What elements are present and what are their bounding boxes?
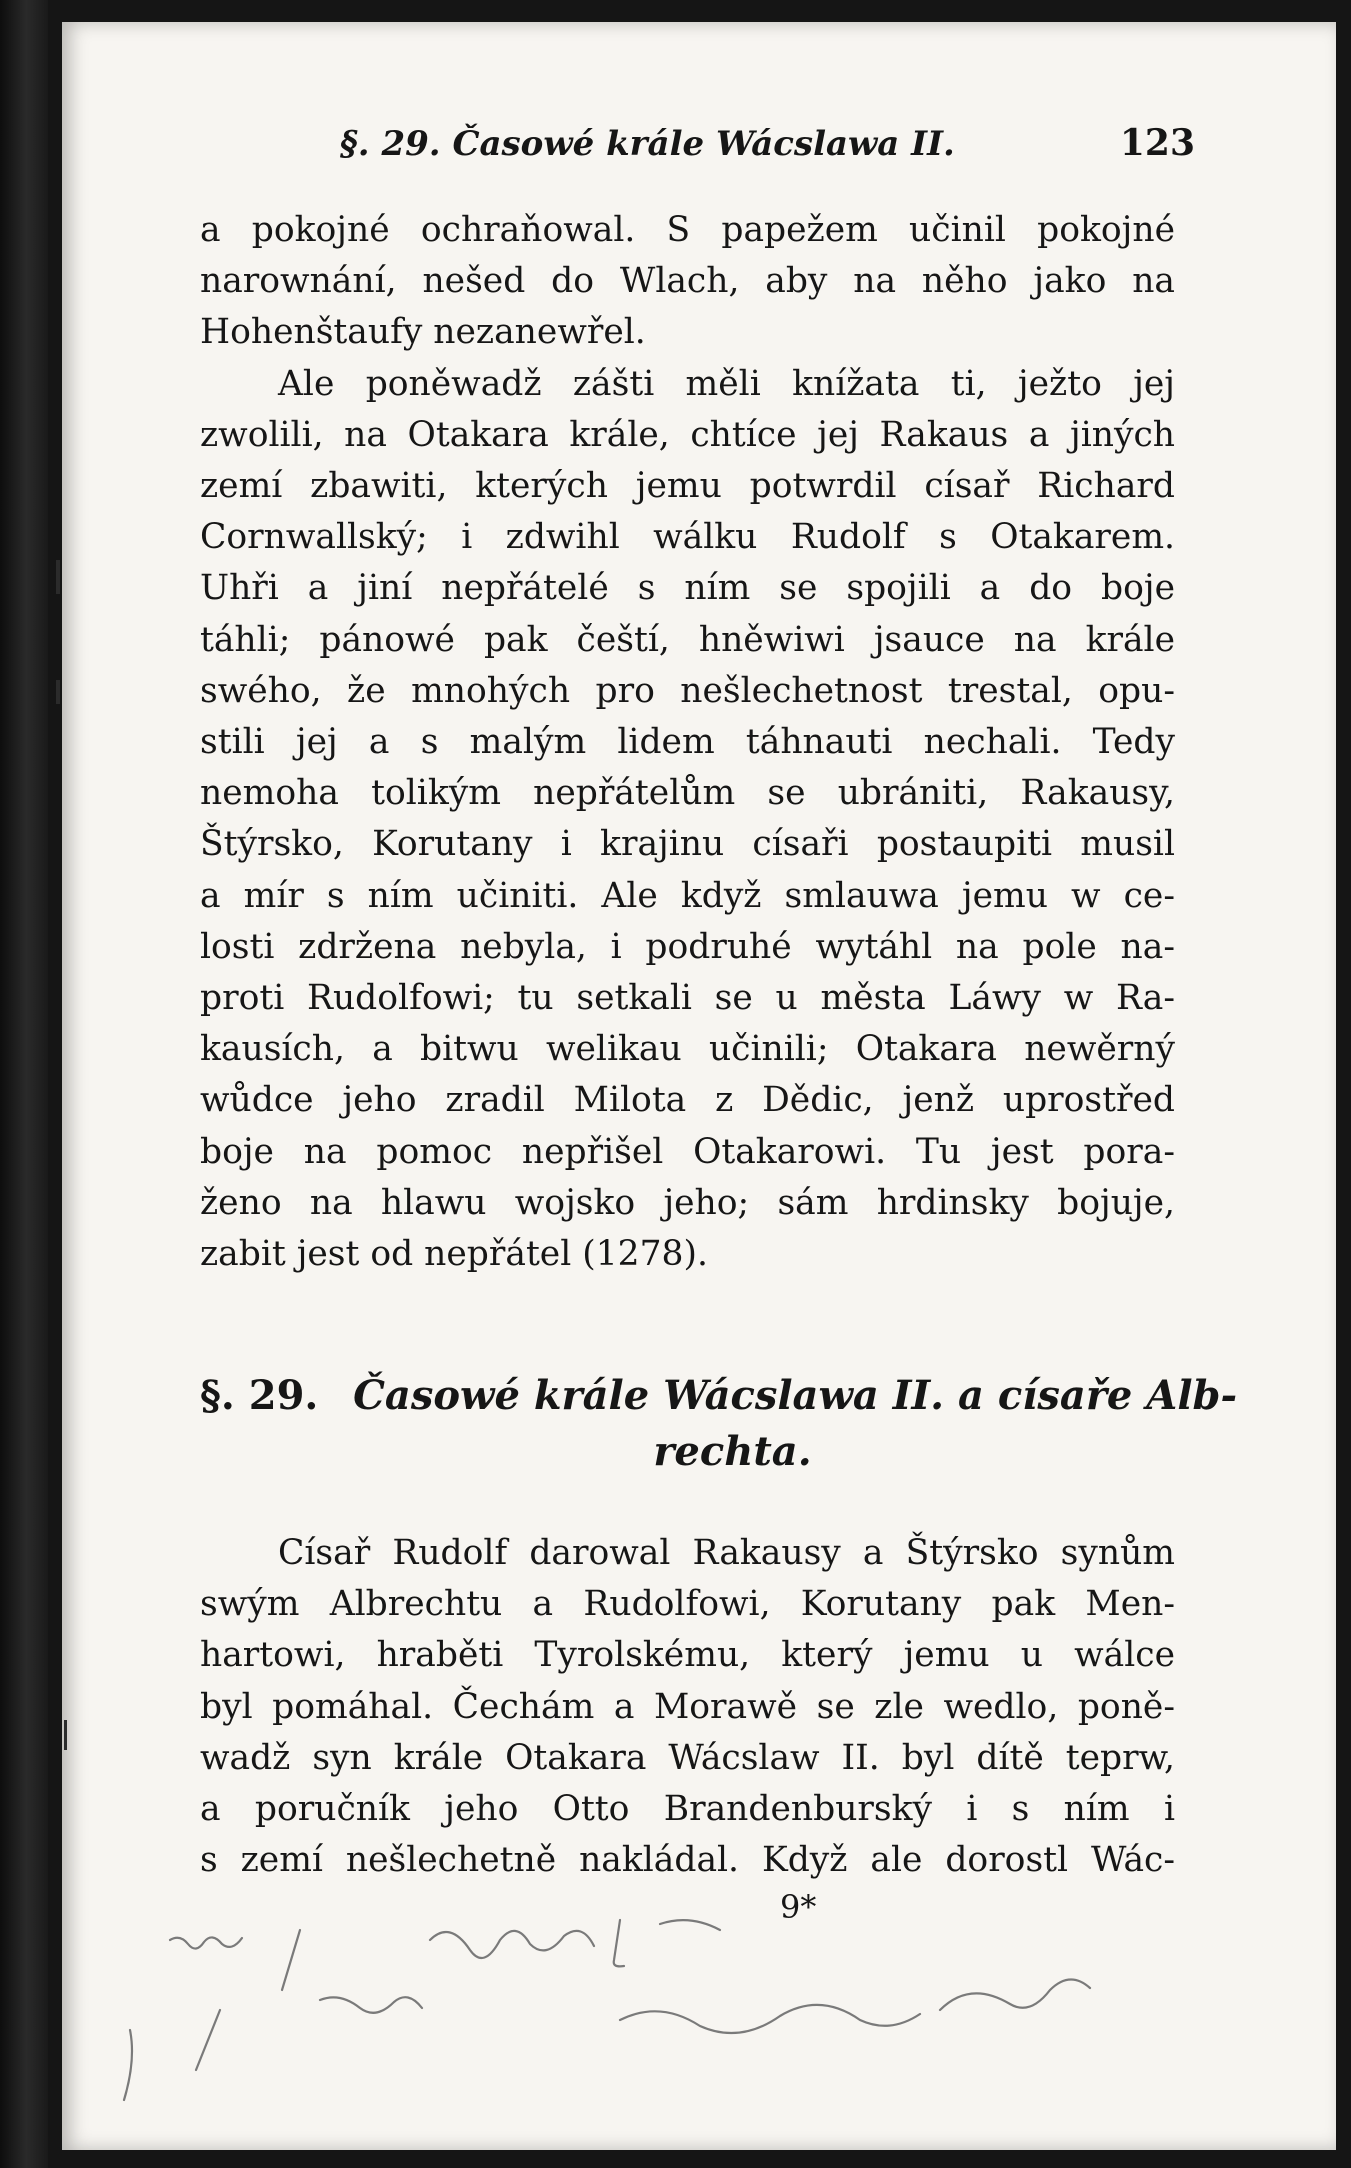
section-heading: [200, 1368, 1238, 1480]
handwritten-scribbles: [100, 1900, 1250, 2120]
text-line: Ale poněwadž zášti měli knížata ti, ježto jej: [278, 363, 1175, 404]
text-line: ženo na hlawu wojsko jeho; sám hrdinsky bojuje,: [200, 1182, 1175, 1223]
text-line: boje na pomoc nepřišel Otakarowi. Tu jest pora-: [200, 1131, 1175, 1172]
text-line: wadž syn krále Otakara Wácslaw II. byl dítě teprw,: [200, 1737, 1175, 1778]
book-gutter: [0, 0, 48, 2168]
text-line: zabit jest od nepřátel (1278).: [200, 1234, 708, 1275]
margin-mark: [56, 560, 60, 594]
text-line: nemoha tolikým nepřátelům se ubrániti, Rakausy,: [200, 773, 1175, 814]
text-line: a poručník jeho Otto Brandenburský i s ním i: [200, 1789, 1175, 1830]
text-line: proti Rudolfowi; tu setkali se u města Láwy w Ra-: [200, 978, 1175, 1019]
text-line: Císař Rudolf darowal Rakausy a Štýrsko synům: [278, 1533, 1175, 1573]
text-line: narownání, nešed do Wlach, aby na něho jako na: [200, 261, 1175, 302]
text-line: s zemí nešlechetně nakládal. Když ale dorostl Wác-: [200, 1840, 1175, 1881]
page-number: 123: [1119, 122, 1195, 164]
paragraph-1: [200, 205, 1175, 1280]
section-title-line-1: Časowé krále Wácslawa II. a císaře Alb-: [353, 1372, 1238, 1419]
section-title-line-2: rechta.: [653, 1428, 812, 1475]
paragraph-2: [200, 1528, 1175, 1886]
text-line: zwolili, na Otakara krále, chtíce jej Rakaus a jiných: [200, 414, 1175, 455]
signature-mark: 9*: [780, 1888, 817, 1926]
section-mark: §. 29.: [200, 1372, 319, 1419]
text-line: Cornwallský; i zdwihl wálku Rudolf s Otakarem.: [200, 517, 1175, 558]
text-line: Uhři a jiní nepřátelé s ním se spojili a do boje: [200, 568, 1175, 609]
margin-mark: [64, 1720, 67, 1750]
text-line: a mír s ním učiniti. Ale když smlauwa jemu w ce-: [200, 875, 1175, 916]
text-line: stili jej a s malým lidem táhnauti nechali. Tedy: [200, 722, 1175, 763]
text-line: Hohenštaufy nezanewřel.: [200, 312, 646, 353]
text-line: táhli; pánowé pak čeští, hněwiwi jsauce na krále: [200, 619, 1175, 660]
text-line: byl pomáhal. Čechám a Morawě se zle wedlo, poně-: [200, 1686, 1175, 1727]
text-line: swého, že mnohých pro nešlechetnost trestal, opu-: [200, 670, 1175, 711]
text-line: kausích, a bitwu welikau učinili; Otakara newěrný: [200, 1029, 1175, 1070]
text-line: swým Albrechtu a Rudolfowi, Korutany pak Men-: [200, 1584, 1175, 1625]
text-line: Štýrsko, Korutany i krajinu císaři postaupiti musil: [200, 824, 1175, 865]
running-head-title: §. 29. Časowé krále Wácslawa II.: [340, 124, 955, 164]
text-line: a pokojné ochraňowal. S papežem učinil pokojné: [200, 210, 1175, 250]
text-line: zemí zbawiti, kterých jemu potwrdil císař Richard: [200, 466, 1175, 507]
text-line: wůdce jeho zradil Milota z Dědic, jenž uprostřed: [200, 1080, 1175, 1121]
text-line: losti zdržena nebyla, i podruhé wytáhl na pole na-: [200, 926, 1175, 967]
text-line: hartowi, hraběti Tyrolskému, který jemu u wálce: [200, 1635, 1175, 1676]
margin-mark: [56, 680, 60, 704]
running-head: [340, 118, 1195, 172]
